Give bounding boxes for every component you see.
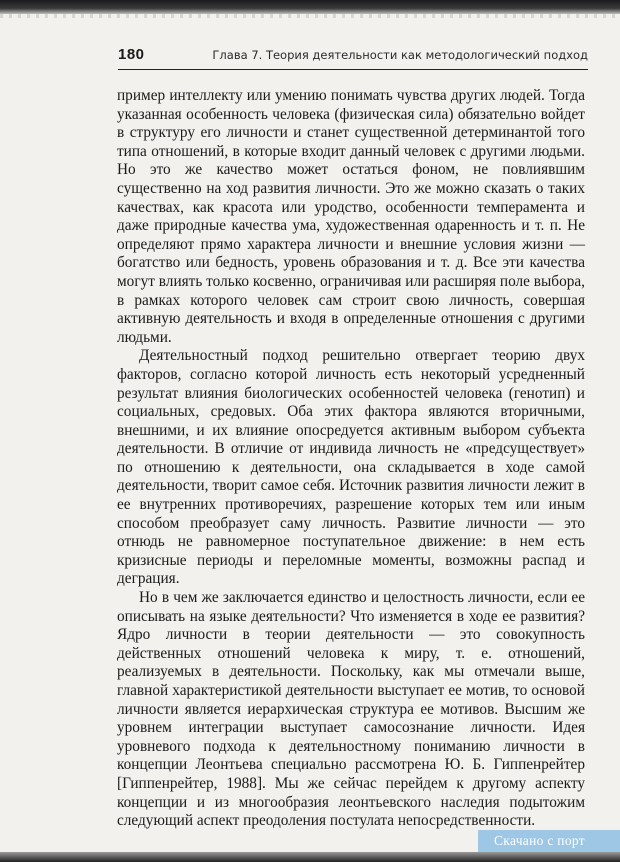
running-title: Глава 7. Теория деятельности как методологический подход <box>212 48 588 62</box>
header-rule <box>118 69 588 70</box>
page-header <box>118 46 588 68</box>
scan-bottom-edge <box>0 852 620 862</box>
body-text <box>117 87 585 831</box>
paragraph: пример интеллекту или умению понимать чувства других людей. Тогда указанная особенность человека (физическая сила) обязательно войдет в структуру его личности и станет существенной детерминантой того типа отношений, в которые входит данный человек с другими людьми. Но это же качество может остаться фоном, не повлиявшим существенно на ход развития личности. Это же можно сказать о таких качествах, как красота или уродство, особенности темперамента и даже природные качества ума, художественная одаренность и т. п. Не определяют прямо характера личности и внешние условия жизни — богатство или бедность, уровень образования и т. д. Все эти качества могут влиять только косвенно, ограничивая или расширяя поле выбора, в рамках которого человек сам строит свою личность, совершая активную деятельность и входя в определенные отношения с другими людьми. <box>117 87 585 346</box>
scan-top-marks <box>0 14 620 18</box>
paragraph: Деятельностный подход решительно отвергает теорию двух факторов, согласно которой личность есть некоторый усредненный результат влияния биологических особенностей человека (генотип) и социальных, средовых. Оба этих фактора являются вторичными, внешними, и их влияние опосредуется активным выбором субъекта деятельности. В отличие от индивида личность не «предсуществует» по отношению к деятельности, она складывается в ходе самой деятельности, творит самое себя. Источник развития личности лежит в ее внутренних противоречиях, разрешение которых тем или иным способом преобразует саму личность. Развитие личности — это отнюдь не равномерное поступательное движение: в нем есть кризисные периоды и переломные моменты, возможны распад и деграция. <box>117 347 585 588</box>
watermark-banner <box>478 830 620 852</box>
page-number: 180 <box>118 46 145 63</box>
scan-top-edge <box>0 0 620 14</box>
watermark-text: Скачано с порт <box>494 833 585 848</box>
paragraph: Но в чем же заключается единство и целостность личности, если ее описывать на языке деятельности? Что изменяется в ходе ее развития? Ядро личности в теории деятельности — это совокупность действенных отношений человека к миру, т. е. отношений, реализуемых в деятельности. Поскольку, как мы отмечали выше, главной характеристикой деятельности выступает ее мотив, то основой личности является иерархическая структура ее мотивов. Высшим же уровнем интеграции выступает самосознание личности. Идея уровневого подхода к деятельностному пониманию личности в концепции Леонтьева специально рассмотрена Ю. Б. Гиппенрейтер [Гиппенрейтер, 1988]. Мы же сейчас перейдем к другому аспекту концепции и из многообразия леонтьевского наследия подытожим следующий аспект преодоления постулата непосредственности. <box>117 589 585 830</box>
